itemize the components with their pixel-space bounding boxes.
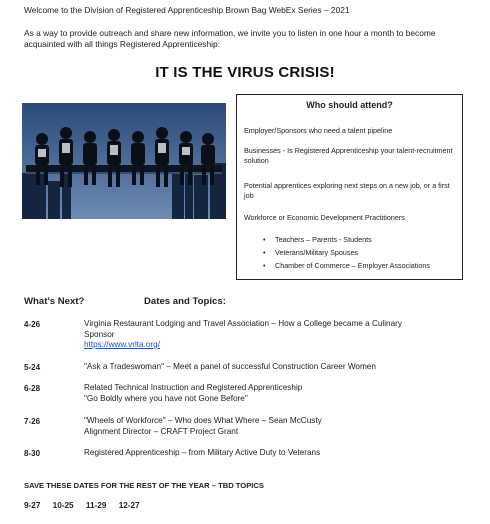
attend-item: Potential apprentices exploring next steps on a new job, or a first job xyxy=(244,181,450,200)
dates-topics-heading: Dates and Topics: xyxy=(144,296,226,307)
save-date: 11-29 xyxy=(85,501,107,510)
attend-item: Workforce or Economic Development Practitioners xyxy=(244,213,405,222)
attend-title: Who should attend? xyxy=(306,100,393,110)
event-description xyxy=(84,416,474,437)
event-line: Registered Apprenticeship – from Military Active Duty to Veterans xyxy=(84,448,321,457)
attend-item: Businesses - Is Registered Apprenticeship your talent-recruitment solution xyxy=(244,146,453,165)
intro-paragraph: As a way to provide outreach and share new information, we invite you to listen in one hour a month to become acquainted with all things Registered Apprenticeship: xyxy=(24,28,436,49)
save-date: 12-27 xyxy=(118,501,140,510)
intro-line-1: Welcome to the Division of Registered Apprenticeship Brown Bag WebEx Series – 2021 xyxy=(24,5,350,15)
event-line: Virginia Restaurant Lodging and Travel Association – How a College became a Culinary xyxy=(84,319,402,328)
attend-bullet-item: • Teachers – Parents - Students xyxy=(263,235,430,248)
who-should-attend-box xyxy=(236,94,463,280)
event-line: Related Technical Instruction and Registered Apprenticeship xyxy=(84,383,303,392)
save-date: 9-27 xyxy=(24,501,41,510)
attend-bullet-item: • Veterans/Military Spouses xyxy=(263,248,430,261)
save-date: 10-25 xyxy=(52,501,74,510)
event-description xyxy=(84,383,474,404)
event-line: Sponsor xyxy=(84,329,115,339)
event-line: Alignment Director – CRAFT Project Grant xyxy=(84,426,239,436)
event-line: "Ask a Tradeswoman" – Meet a panel of successful Construction Career Women xyxy=(84,362,376,371)
event-date: 7-26 xyxy=(24,417,41,426)
attend-item: Employer/Sponsors who need a talent pipeline xyxy=(244,126,393,135)
save-dates-list xyxy=(24,501,150,510)
attend-bullet-list xyxy=(263,235,430,274)
page-headline: IT IS THE VIRUS CRISIS! xyxy=(155,64,335,81)
event-date: 5-24 xyxy=(24,363,41,372)
event-line: "Wheels of Workforce" – Who does What Where – Sean McCusty xyxy=(84,416,322,425)
save-dates-heading: SAVE THESE DATES FOR THE REST OF THE YEAR – TBD TOPICS xyxy=(24,481,264,490)
event-description xyxy=(84,362,474,373)
event-description xyxy=(84,319,474,351)
workers-on-beam-photo xyxy=(22,103,226,219)
event-line: "Go Boldly where you have not Gone Before" xyxy=(84,393,248,403)
vrlta-link[interactable]: https://www.vrlta.org/ xyxy=(84,340,160,349)
event-date: 4-26 xyxy=(24,320,41,329)
attend-bullet-item: • Chamber of Commerce – Employer Associations xyxy=(263,261,430,274)
whats-next-heading: What's Next? xyxy=(24,296,85,307)
event-date: 8-30 xyxy=(24,449,41,458)
event-description xyxy=(84,448,474,459)
event-date: 6-28 xyxy=(24,384,41,393)
